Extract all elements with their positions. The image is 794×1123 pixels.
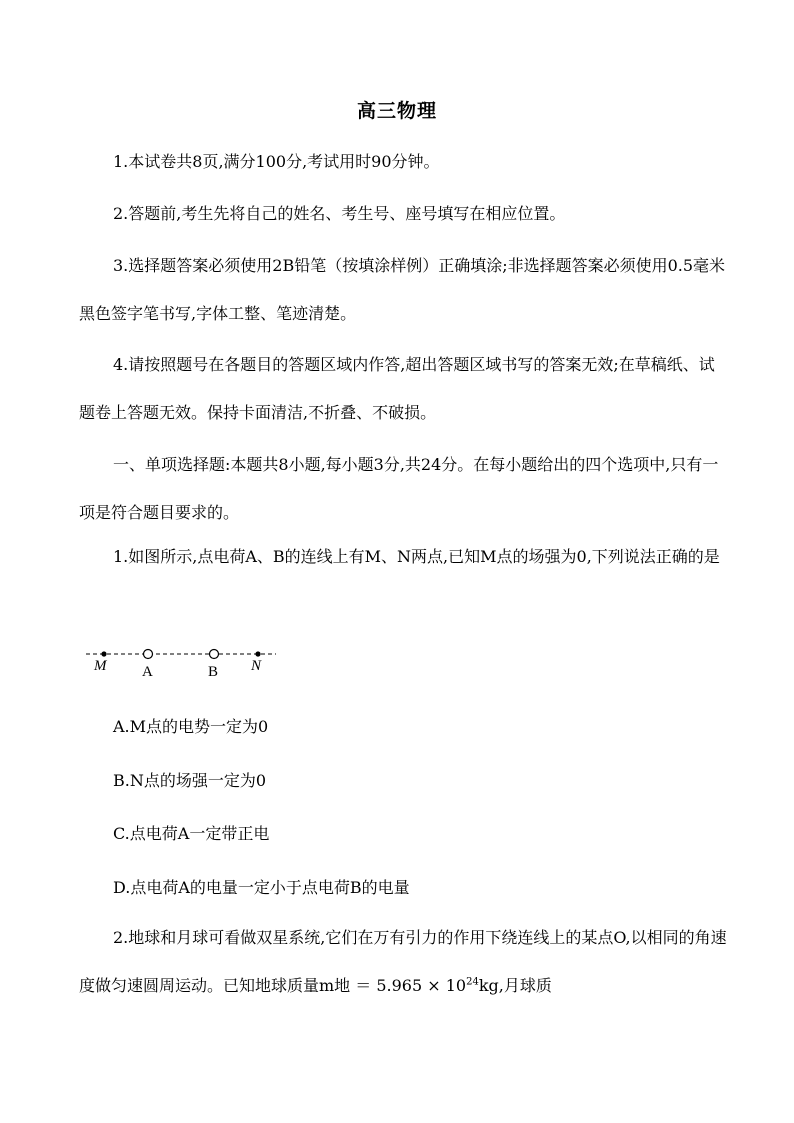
option-a: A.M点的电势一定为0: [113, 717, 269, 736]
question-1-stem: 1.如图所示,点电荷A、B的连线上有M、N两点,已知M点的场强为0,下列说法正确的是: [113, 547, 720, 566]
note-4: 4.请按照题号在各题目的答题区域内作答,超出答题区域书写的答案无效;在草稿纸、试题卷上答题无效。保持卡面清洁,不折叠、不破损。: [79, 355, 715, 422]
section-heading: 一、单项选择题:本题共8小题,每小题3分,共24分。在每小题给出的四个选项中,只有一项是符合题目要求的。: [79, 455, 719, 522]
note-2: 2.答题前,考生先将自己的姓名、考生号、座号填写在相应位置。: [113, 204, 566, 223]
q2-exponent: 24: [466, 976, 479, 988]
label-b: B: [208, 664, 219, 680]
point-n-dot: [255, 651, 260, 656]
label-a: A: [142, 664, 153, 680]
charge-b-circle: [210, 650, 219, 659]
option-b: B.N点的场强一定为0: [113, 771, 267, 790]
label-m: M: [94, 658, 107, 674]
option-d: D.点电荷A的电量一定小于点电荷B的电量: [113, 878, 410, 897]
q2-stem-start: 2.地球和月球可看做双星系统,它们在万有引力的作用下绕连线上的某点O,以相同的角速度做匀速圆周运动。已知地球质量m地 ＝ 5.965 × 10: [79, 928, 727, 995]
label-n: N: [251, 658, 262, 674]
question-2-stem: [79, 914, 729, 1010]
note-1: 1.本试卷共8页,满分100分,考试用时90分钟。: [113, 152, 440, 171]
q2-stem-end: kg,月球质: [478, 976, 552, 995]
point-m-dot: [101, 651, 106, 656]
page-title: 高三物理: [356, 100, 437, 122]
option-c: C.点电荷A一定带正电: [113, 824, 270, 843]
charge-line-figure: [84, 640, 284, 684]
charge-a-circle: [144, 650, 153, 659]
note-3: 3.选择题答案必须使用2B铅笔（按填涂样例）正确填涂;非选择题答案必须使用0.5毫米黑色签字笔书写,字体工整、笔迹清楚。: [79, 256, 726, 323]
